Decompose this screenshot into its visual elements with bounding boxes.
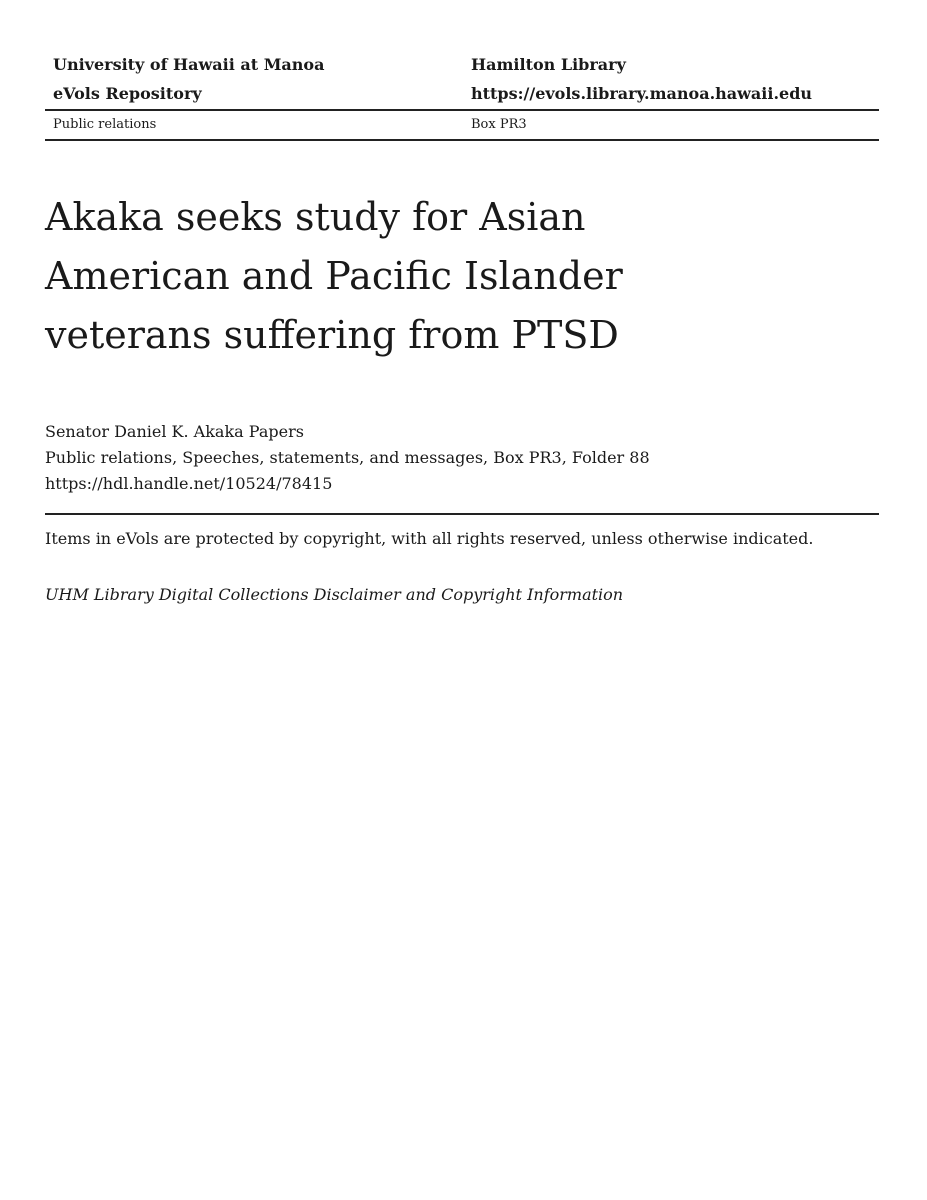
header-table	[45, 50, 879, 141]
collection-name: Senator Daniel K. Akaka Papers	[45, 422, 304, 441]
library-name: Hamilton Library	[471, 55, 626, 74]
document-page	[45, 0, 879, 1200]
header-row-repository	[45, 78, 879, 109]
repository-url: https://evols.library.manoa.hawaii.edu	[471, 84, 813, 103]
metadata-divider	[45, 513, 879, 515]
box-label: Box PR3	[471, 117, 527, 132]
repository-name: eVols Repository	[53, 84, 202, 103]
copyright-notice: Items in eVols are protected by copyright, with all rights reserved, unless otherwise indicated.	[45, 529, 814, 548]
document-metadata	[45, 419, 879, 497]
header-row-series	[45, 111, 879, 139]
document-title: Akaka seeks study for Asian American and Pacific Islander veterans suffering from PTSD	[45, 195, 623, 357]
disclaimer-link[interactable]: UHM Library Digital Collections Disclaimer and Copyright Information	[45, 585, 624, 604]
header-row-institution	[45, 50, 879, 78]
series-name: Public relations	[53, 117, 157, 132]
header-divider-bottom	[45, 139, 879, 141]
folder-location: Public relations, Speeches, statements, and messages, Box PR3, Folder 88	[45, 448, 650, 467]
institution-name: University of Hawaii at Manoa	[53, 55, 325, 74]
handle-link[interactable]: https://hdl.handle.net/10524/78415	[45, 474, 333, 493]
